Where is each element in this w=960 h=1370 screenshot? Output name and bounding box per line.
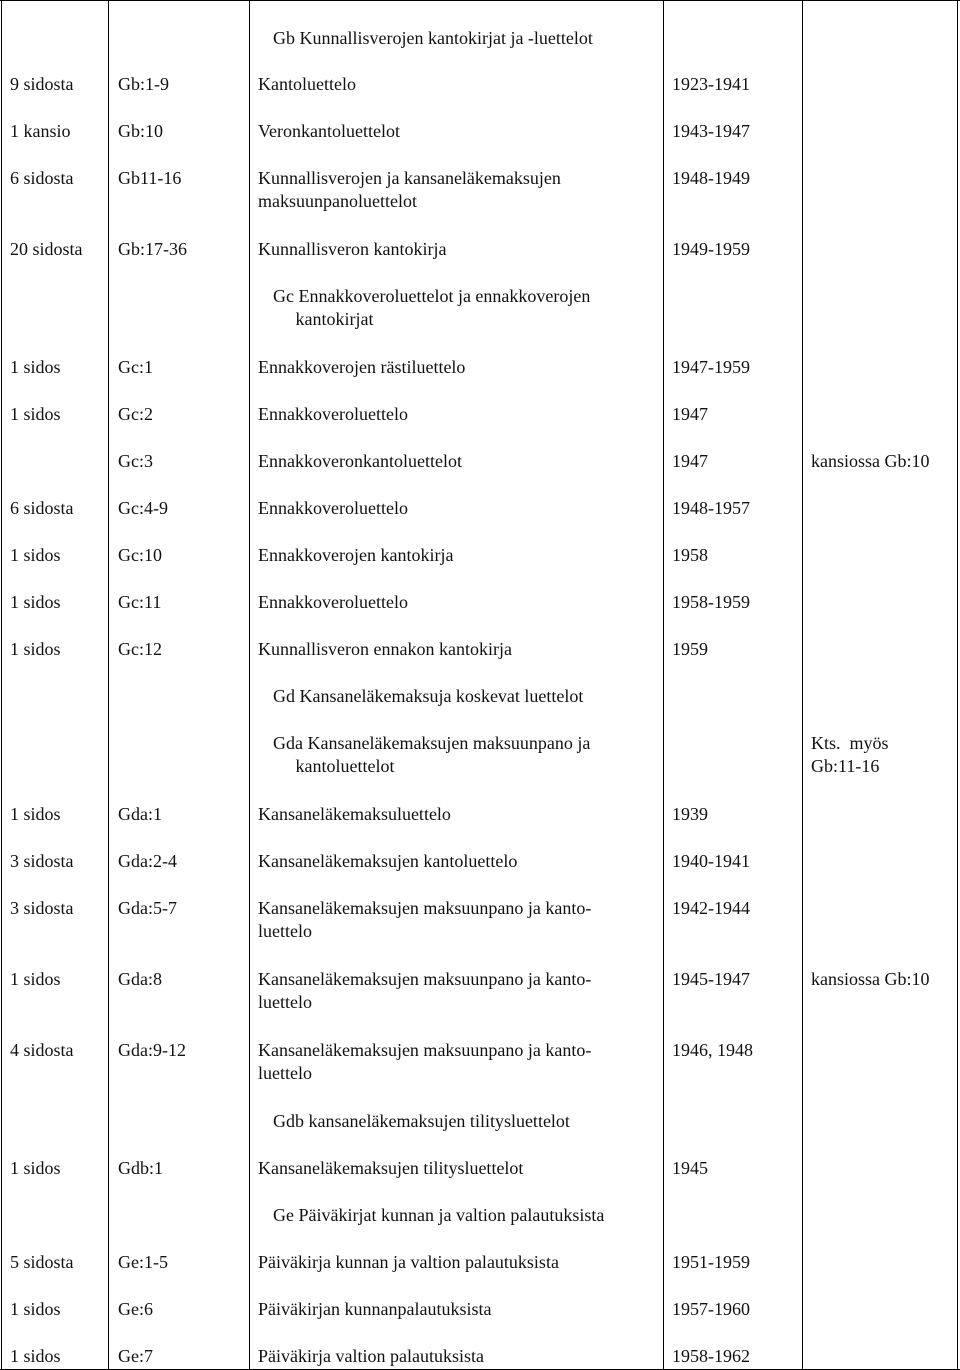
row-title: Kunnallisveron kantokirja bbox=[258, 239, 447, 259]
row-title: Kansaneläkemaksuluettelo bbox=[258, 804, 451, 824]
column-divider-2 bbox=[249, 0, 250, 1370]
row-years: 1940-1941 bbox=[672, 851, 750, 871]
row-years: 1943-1947 bbox=[672, 121, 750, 141]
row-title: Veronkantoluettelot bbox=[258, 121, 400, 141]
row-code: Gdb:1 bbox=[118, 1158, 163, 1178]
row-years: 1949-1959 bbox=[672, 239, 750, 259]
row-title: Päiväkirja kunnan ja valtion palautuksista bbox=[258, 1252, 559, 1272]
row-years: 1958 bbox=[672, 545, 708, 565]
row-title: Ennakkoverojen rästiluettelo bbox=[258, 357, 466, 377]
row-title: Kansaneläkemaksujen kantoluettelo bbox=[258, 851, 518, 871]
row-code: Ge:1-5 bbox=[118, 1252, 168, 1272]
row-amount: 1 sidos bbox=[10, 545, 61, 565]
row-code: Gda:8 bbox=[118, 969, 162, 989]
column-divider-3 bbox=[663, 0, 664, 1370]
row-code: Gda:5-7 bbox=[118, 898, 177, 918]
row-amount: 1 sidos bbox=[10, 1346, 61, 1366]
row-title: Kunnallisverojen ja kansaneläkemaksujen maksuunpanoluettelot bbox=[258, 168, 561, 211]
row-amount: 1 sidos bbox=[10, 357, 61, 377]
row-years: 1947-1959 bbox=[672, 357, 750, 377]
section-heading: Gdb kansaneläkemaksujen tilitysluettelot bbox=[273, 1111, 570, 1131]
row-code: Gda:2-4 bbox=[118, 851, 177, 871]
row-years: 1942-1944 bbox=[672, 898, 750, 918]
row-code: Gb11-16 bbox=[118, 168, 182, 188]
row-code: Gc:4-9 bbox=[118, 498, 168, 518]
row-amount: 1 sidos bbox=[10, 969, 61, 989]
row-code: Gc:10 bbox=[118, 545, 162, 565]
section-heading: Gb Kunnallisverojen kantokirjat ja -luettelot bbox=[273, 28, 593, 48]
row-code: Gc:11 bbox=[118, 592, 162, 612]
row-note: kansiossa Gb:10 bbox=[811, 451, 930, 471]
row-amount: 3 sidosta bbox=[10, 898, 74, 918]
row-title: Ennakkoveroluettelo bbox=[258, 498, 408, 518]
row-note: kansiossa Gb:10 bbox=[811, 969, 930, 989]
row-years: 1958-1962 bbox=[672, 1346, 750, 1366]
row-title: Ennakkoveroluettelo bbox=[258, 404, 408, 424]
row-years: 1945-1947 bbox=[672, 969, 750, 989]
row-amount: 1 sidos bbox=[10, 1299, 61, 1319]
section-note: Kts. myös Gb:11-16 bbox=[811, 733, 889, 776]
row-code: Ge:7 bbox=[118, 1346, 153, 1366]
row-amount: 5 sidosta bbox=[10, 1252, 74, 1272]
column-divider-4 bbox=[802, 0, 803, 1370]
row-code: Gc:2 bbox=[118, 404, 153, 424]
row-years: 1948-1949 bbox=[672, 168, 750, 188]
row-years: 1959 bbox=[672, 639, 708, 659]
row-title: Kunnallisveron ennakon kantokirja bbox=[258, 639, 512, 659]
row-years: 1957-1960 bbox=[672, 1299, 750, 1319]
row-amount: 6 sidosta bbox=[10, 168, 74, 188]
row-code: Gc:3 bbox=[118, 451, 153, 471]
row-title: Kansaneläkemaksujen tilitysluettelot bbox=[258, 1158, 524, 1178]
row-years: 1948-1957 bbox=[672, 498, 750, 518]
row-code: Gb:10 bbox=[118, 121, 163, 141]
row-amount: 3 sidosta bbox=[10, 851, 74, 871]
row-title: Päiväkirjan kunnanpalautuksista bbox=[258, 1299, 492, 1319]
table-border-top bbox=[0, 0, 960, 1]
section-heading: Gc Ennakkoveroluettelot ja ennakkoverojen kantokirjat bbox=[273, 286, 591, 329]
row-title: Kantoluettelo bbox=[258, 74, 356, 94]
row-amount: 4 sidosta bbox=[10, 1040, 74, 1060]
section-heading: Gda Kansaneläkemaksujen maksuunpano ja kantoluettelot bbox=[273, 733, 591, 776]
row-code: Gc:12 bbox=[118, 639, 162, 659]
row-title: Kansaneläkemaksujen maksuunpano ja kanto- luettelo bbox=[258, 969, 592, 1012]
row-years: 1951-1959 bbox=[672, 1252, 750, 1272]
row-amount: 1 kansio bbox=[10, 121, 71, 141]
row-years: 1923-1941 bbox=[672, 74, 750, 94]
row-code: Gda:9-12 bbox=[118, 1040, 186, 1060]
row-code: Gda:1 bbox=[118, 804, 162, 824]
row-amount: 6 sidosta bbox=[10, 498, 74, 518]
row-amount: 20 sidosta bbox=[10, 239, 83, 259]
row-title: Päiväkirja valtion palautuksista bbox=[258, 1346, 484, 1366]
row-title: Ennakkoverojen kantokirja bbox=[258, 545, 454, 565]
table-border-left bbox=[1, 0, 2, 1370]
row-years: 1946, 1948 bbox=[672, 1040, 753, 1060]
column-divider-1 bbox=[108, 0, 109, 1370]
row-title: Ennakkoveroluettelo bbox=[258, 592, 408, 612]
row-amount: 1 sidos bbox=[10, 639, 61, 659]
row-years: 1947 bbox=[672, 451, 708, 471]
row-code: Ge:6 bbox=[118, 1299, 153, 1319]
row-title: Ennakkoveronkantoluettelot bbox=[258, 451, 462, 471]
table-border-right bbox=[957, 0, 958, 1370]
row-title: Kansaneläkemaksujen maksuunpano ja kanto- luettelo bbox=[258, 1040, 592, 1083]
row-code: Gb:1-9 bbox=[118, 74, 169, 94]
section-heading: Gd Kansaneläkemaksuja koskevat luettelot bbox=[273, 686, 584, 706]
row-amount: 1 sidos bbox=[10, 592, 61, 612]
row-amount: 1 sidos bbox=[10, 1158, 61, 1178]
row-amount: 9 sidosta bbox=[10, 74, 74, 94]
row-amount: 1 sidos bbox=[10, 404, 61, 424]
row-years: 1947 bbox=[672, 404, 708, 424]
row-code: Gb:17-36 bbox=[118, 239, 187, 259]
row-code: Gc:1 bbox=[118, 357, 153, 377]
row-years: 1939 bbox=[672, 804, 708, 824]
row-amount: 1 sidos bbox=[10, 804, 61, 824]
row-title: Kansaneläkemaksujen maksuunpano ja kanto- luettelo bbox=[258, 898, 592, 941]
section-heading: Ge Päiväkirjat kunnan ja valtion palautuksista bbox=[273, 1205, 605, 1225]
row-years: 1958-1959 bbox=[672, 592, 750, 612]
row-years: 1945 bbox=[672, 1158, 708, 1178]
